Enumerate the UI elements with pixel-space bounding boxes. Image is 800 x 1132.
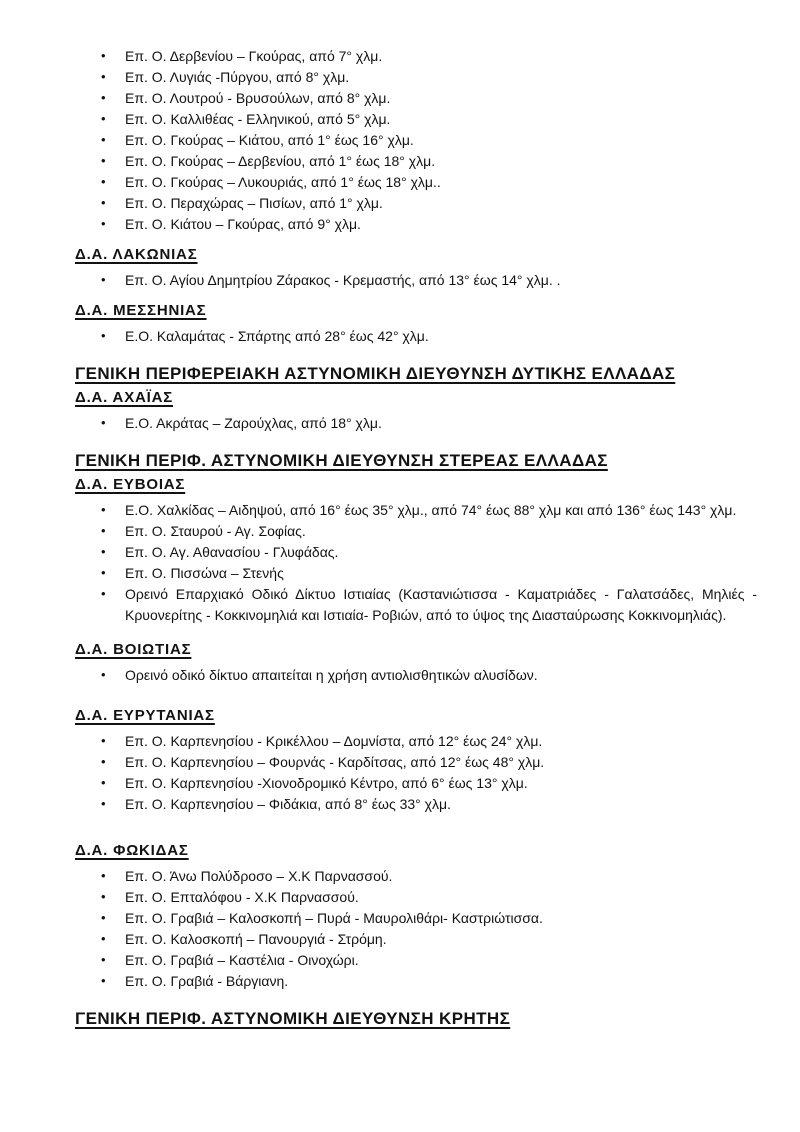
list-item	[75, 326, 760, 347]
road-entry-text: Επ. Ο. Καρπενησίου -Χιονοδρομικό Κέντρο, από 6° έως 13° χλμ.	[125, 775, 528, 791]
road-entry-text: Επ. Ο. Κιάτου – Γκούρας, από 9° χλμ.	[125, 216, 361, 232]
section-heading-dytikis-elladas: ΓΕΝΙΚΗ ΠΕΡΙΦΕΡΕΙΑΚΗ ΑΣΤΥΝΟΜΙΚΗ ΔΙΕΥΘΥΝΣΗ ΔΥΤΙΚΗΣ ΕΛΛΑΔΑΣ	[75, 364, 676, 383]
bullet-icon: •	[101, 952, 106, 967]
road-list-voiotias	[75, 665, 760, 686]
bullet-icon: •	[101, 973, 106, 988]
road-entry-text: Επ. Ο. Καρπενησίου – Φιδάκια, από 8° έως 33° χλμ.	[125, 796, 451, 812]
road-entry-text: Επ. Ο. Καρπενησίου – Φουρνάς - Καρδίτσας, από 12° έως 48° χλμ.	[125, 754, 545, 770]
section-heading-stereas-elladas: ΓΕΝΙΚΗ ΠΕΡΙΦ. ΑΣΤΥΝΟΜΙΚΗ ΔΙΕΥΘΥΝΣΗ ΣΤΕΡΕΑΣ ΕΛΛΑΔΑΣ	[75, 451, 608, 470]
subsection-heading-fokidas: Δ.Α. ΦΩΚΙΔΑΣ	[75, 842, 189, 859]
list-item	[75, 563, 760, 584]
road-entry-text: Επ. Ο. Αγίου Δημητρίου Ζάρακος - Κρεμαστής, από 13° έως 14° χλμ. .	[125, 272, 561, 288]
subsection-heading-evoias: Δ.Α. ΕΥΒΟΙΑΣ	[75, 476, 186, 493]
list-item	[75, 521, 760, 542]
road-entry-text: Ε.Ο. Χαλκίδας – Αιδηψού, από 16° έως 35° χλμ., από 74° έως 88° χλμ και από 136° έως 143° χλμ.	[125, 502, 737, 518]
bullet-icon: •	[101, 910, 106, 925]
road-entry-text: Επ. Ο. Λυγιάς -Πύργου, από 8° χλμ.	[125, 69, 350, 85]
list-item	[75, 413, 760, 434]
subsection-heading-achaias: Δ.Α. ΑΧΑΪΑΣ	[75, 389, 174, 406]
bullet-icon: •	[101, 153, 106, 168]
road-list-fokidas	[75, 866, 760, 992]
road-entry-text: Ορεινό Επαρχιακό Οδικό Δίκτυο Ιστιαίας (Καστανιώτισσα - Καματριάδες - Γαλατσάδες, Μηλιές - Κρυονερίτης - Κοκκινομηλιά και Ιστιαία- Ροβιών, από το ύψος της Διασταύρωσης Κοκκινομηλιάς).	[125, 586, 757, 623]
list-item	[75, 500, 760, 521]
road-entry-text: Επ. Ο. Άνω Πολύδροσο – Χ.Κ Παρνασσού.	[125, 868, 393, 884]
bullet-icon: •	[101, 48, 106, 63]
list-item	[75, 731, 760, 752]
list-item	[75, 109, 760, 130]
bullet-icon: •	[101, 868, 106, 883]
list-item	[75, 908, 760, 929]
road-list-messinias	[75, 326, 760, 347]
list-item	[75, 773, 760, 794]
road-entry-text: Επ. Ο. Γκούρας – Κιάτου, από 1° έως 16° χλμ.	[125, 132, 414, 148]
subsection-heading-messinias: Δ.Α. ΜΕΣΣΗΝΙΑΣ	[75, 302, 207, 319]
bullet-icon: •	[101, 667, 106, 682]
road-list-peloponnese-continued	[75, 46, 760, 235]
road-entry-text: Επ. Ο. Αγ. Αθανασίου - Γλυφάδας.	[125, 544, 339, 560]
road-list-achaias	[75, 413, 760, 434]
bullet-icon: •	[101, 565, 106, 580]
list-item	[75, 172, 760, 193]
bullet-icon: •	[101, 174, 106, 189]
list-item	[75, 214, 760, 235]
subsection-heading-lakonias: Δ.Α. ΛΑΚΩΝΙΑΣ	[75, 246, 198, 263]
bullet-icon: •	[101, 796, 106, 811]
bullet-icon: •	[101, 272, 106, 287]
road-entry-text: Επ. Ο. Πισσώνα – Στενής	[125, 565, 284, 581]
road-entry-text: Επ. Ο. Καρπενησίου - Κρικέλλου – Δομνίστα, από 12° έως 24° χλμ.	[125, 733, 543, 749]
subsection-heading-evrytanias: Δ.Α. ΕΥΡΥΤΑΝΙΑΣ	[75, 707, 215, 724]
list-item	[75, 584, 757, 626]
road-entry-text: Επ. Ο. Καλοσκοπή – Πανουργιά - Στρόμη.	[125, 931, 387, 947]
bullet-icon: •	[101, 586, 106, 601]
road-entry-text: Επ. Ο. Καλλιθέας - Ελληνικού, από 5° χλμ.	[125, 111, 391, 127]
bullet-icon: •	[101, 754, 106, 769]
road-entry-text: Ορεινό οδικό δίκτυο απαιτείται η χρήση αντιολισθητικών αλυσίδων.	[125, 667, 538, 683]
list-item	[75, 971, 760, 992]
road-entry-text: Ε.Ο. Ακράτας – Ζαρούχλας, από 18° χλμ.	[125, 415, 382, 431]
road-entry-text: Επ. Ο. Δερβενίου – Γκούρας, από 7° χλμ.	[125, 48, 383, 64]
list-item	[75, 752, 760, 773]
list-item	[75, 665, 760, 686]
bullet-icon: •	[101, 69, 106, 84]
bullet-icon: •	[101, 775, 106, 790]
bullet-icon: •	[101, 502, 106, 517]
list-item	[75, 67, 760, 88]
bullet-icon: •	[101, 216, 106, 231]
road-entry-text: Επ. Ο. Επταλόφου - Χ.Κ Παρνασσού.	[125, 889, 359, 905]
bullet-icon: •	[101, 523, 106, 538]
bullet-icon: •	[101, 733, 106, 748]
road-entry-text: Επ. Ο. Λουτρού - Βρυσούλων, από 8° χλμ.	[125, 90, 391, 106]
list-item	[75, 193, 760, 214]
road-entry-text: Επ. Ο. Γκούρας – Λυκουριάς, από 1° έως 18° χλμ..	[125, 174, 441, 190]
list-item	[75, 88, 760, 109]
road-entry-text: Ε.Ο. Καλαμάτας - Σπάρτης από 28° έως 42° χλμ.	[125, 328, 429, 344]
bullet-icon: •	[101, 931, 106, 946]
list-item	[75, 794, 760, 815]
road-entry-text: Επ. Ο. Γκούρας – Δερβενίου, από 1° έως 18° χλμ.	[125, 153, 436, 169]
list-item	[75, 542, 760, 563]
list-item	[75, 929, 760, 950]
bullet-icon: •	[101, 544, 106, 559]
road-list-lakonias	[75, 270, 760, 291]
list-item	[75, 270, 760, 291]
bullet-icon: •	[101, 328, 106, 343]
bullet-icon: •	[101, 889, 106, 904]
road-list-evrytanias	[75, 731, 760, 815]
bullet-icon: •	[101, 111, 106, 126]
list-item	[75, 46, 760, 67]
road-entry-text: Επ. Ο. Γραβιά – Καλοσκοπή – Πυρά - Μαυρολιθάρι- Καστριώτισσα.	[125, 910, 543, 926]
bullet-icon: •	[101, 195, 106, 210]
road-entry-text: Επ. Ο. Σταυρού - Αγ. Σοφίας.	[125, 523, 306, 539]
road-list-evoias	[75, 500, 760, 626]
bullet-icon: •	[101, 132, 106, 147]
list-item	[75, 887, 760, 908]
road-entry-text: Επ. Ο. Περαχώρας – Πισίων, από 1° χλμ.	[125, 195, 383, 211]
list-item	[75, 866, 760, 887]
road-entry-text: Επ. Ο. Γραβιά – Καστέλια - Οινοχώρι.	[125, 952, 359, 968]
bullet-icon: •	[101, 415, 106, 430]
subsection-heading-voiotias: Δ.Α. ΒΟΙΩΤΙΑΣ	[75, 641, 192, 658]
list-item	[75, 950, 760, 971]
list-item	[75, 151, 760, 172]
section-heading-kritis: ΓΕΝΙΚΗ ΠΕΡΙΦ. ΑΣΤΥΝΟΜΙΚΗ ΔΙΕΥΘΥΝΣΗ ΚΡΗΤΗΣ	[75, 1009, 511, 1028]
road-entry-text: Επ. Ο. Γραβιά - Βάργιανη.	[125, 973, 289, 989]
bullet-icon: •	[101, 90, 106, 105]
list-item	[75, 130, 760, 151]
